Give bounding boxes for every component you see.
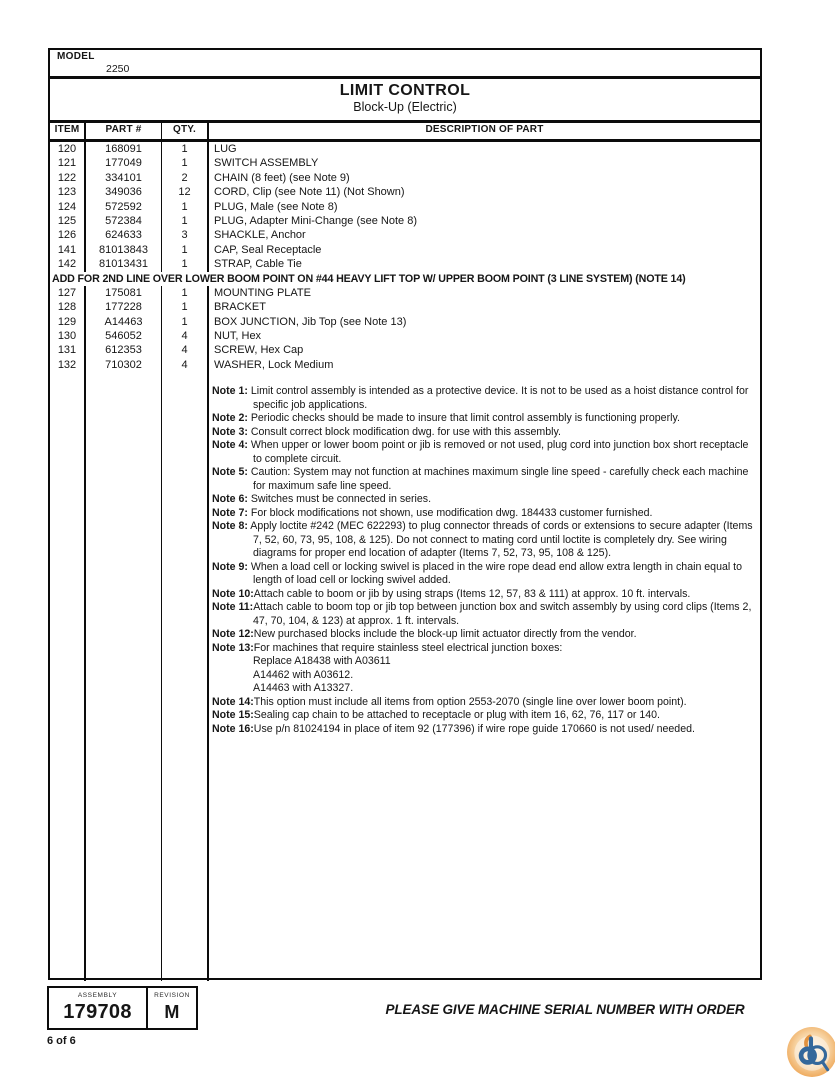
part-number: 624633 (105, 229, 142, 242)
note-item: Note 16:Use p/n 81024194 in place of item 92 (177396) if wire rope guide 170660 is not used/ needed. (212, 722, 695, 735)
quantity: 3 (181, 229, 188, 242)
item-number: 125 (57, 214, 77, 227)
model-label: MODEL (57, 51, 95, 62)
note-label: Note 15: (212, 709, 254, 721)
assembly-revision-box (47, 986, 198, 1030)
note-item: Note 11:Attach cable to boom top or jib top between junction box and switch assembly by using cord clips (Items 2, 47, 70, 104, & 123) at approx. 1 ft. intervals. (212, 601, 752, 627)
part-description: WASHER, Lock Medium (214, 358, 334, 371)
parts-list-table (48, 48, 762, 980)
note-label: Note 1: (212, 385, 248, 397)
note-label: Note 13: (212, 641, 254, 654)
note-label: Note 9: (212, 560, 248, 573)
assembly-label: ASSEMBLY (77, 992, 118, 999)
item-number: 127 (57, 286, 77, 299)
part-number: 168091 (105, 143, 142, 155)
note-item: Note 15:Sealing cap chain to be attached to receptacle or plug with item 16, 62, 76, 117 or 140. (212, 709, 660, 721)
page-title: LIMIT CONTROL (339, 82, 471, 99)
part-description: NUT, Hex (214, 330, 262, 343)
item-number: 124 (57, 200, 77, 213)
table-row (50, 315, 760, 329)
notes-list (212, 385, 760, 736)
revision-label: REVISION (154, 992, 190, 999)
quantity: 12 (178, 186, 191, 199)
note-label: Note 4: (212, 439, 248, 451)
model-box (50, 50, 760, 79)
column-header-description: DESCRIPTION OF PART (425, 124, 544, 135)
parts-rows-main (50, 142, 760, 272)
note-label: Note 16: (212, 722, 254, 735)
part-description: SCREW, Hex Cap (214, 344, 304, 357)
quantity: 1 (181, 214, 188, 227)
section-header-row: ADD FOR 2ND LINE OVER LOWER BOOM POINT ON #44 HEAVY LIFT TOP W/ UPPER BOOM POINT (3 LINE SYSTEM) (NOTE 14) (50, 272, 760, 286)
note-sub-line: A14462 with A03612. (253, 668, 354, 681)
quantity: 1 (181, 301, 188, 314)
part-description: MOUNTING PLATE (214, 286, 311, 299)
note-label: Note 5: (212, 466, 248, 478)
part-number: 81013431 (99, 258, 148, 271)
note-item: Note 2: Periodic checks should be made to insure that limit control assembly is functioning properly. (212, 412, 680, 424)
crane-network-logo-icon (786, 1026, 835, 1078)
item-number: 123 (57, 186, 77, 199)
revision-letter: M (164, 1002, 180, 1022)
note-item: Note 1: Limit control assembly is intended as a protective device. It is not to be used as a hoist distance control for specific job applications. (212, 385, 749, 411)
part-description: PLUG, Male (see Note 8) (214, 200, 338, 213)
part-description: BOX JUNCTION, Jib Top (see Note 13) (214, 315, 407, 328)
part-number: 546052 (105, 330, 142, 343)
table-row (50, 286, 760, 300)
part-number: 177228 (105, 301, 142, 314)
note-label: Note 2: (212, 412, 248, 424)
note-item: Note 6: Switches must be connected in series. (212, 493, 432, 505)
note-item: Note 3: Consult correct block modification dwg. for use with this assembly. (212, 425, 561, 438)
part-number: 572592 (105, 200, 142, 213)
column-header-qty: QTY. (172, 124, 197, 135)
note-label: Note 11: (212, 601, 254, 613)
note-label: Note 10: (212, 587, 254, 600)
table-row (50, 185, 760, 199)
column-divider-part-qty (161, 123, 163, 981)
table-row (50, 343, 760, 357)
note-item: Note 13:For machines that require stainless steel electrical junction boxes: (212, 641, 563, 654)
note-item: Note 9: When a load cell or locking swivel is placed in the wire rope dead end allow extra length in chain equal to length of load cell or locking swivel added. (212, 560, 742, 586)
note-item: Note 5: Caution: System may not function at machines maximum single line speed - carefully check each machine for maximum safe line speed. (212, 466, 749, 492)
item-number: 141 (57, 243, 77, 256)
column-divider-item-part (84, 123, 86, 981)
part-number: 177049 (105, 157, 142, 170)
part-description: CAP, Seal Receptacle (214, 243, 322, 256)
part-number: 612353 (105, 344, 142, 357)
column-divider-qty-desc (207, 123, 209, 981)
quantity: 4 (181, 330, 188, 343)
assembly-number: 179708 (63, 1001, 132, 1023)
quantity: 4 (181, 344, 188, 357)
item-number: 132 (57, 358, 77, 371)
part-description: SWITCH ASSEMBLY (214, 157, 319, 170)
part-description: SHACKLE, Anchor (214, 229, 306, 242)
quantity: 1 (181, 258, 188, 271)
table-row (50, 156, 760, 170)
part-number: 572384 (105, 214, 142, 227)
quantity: 1 (181, 157, 188, 170)
item-number: 120 (57, 143, 77, 155)
table-header-row (50, 123, 760, 142)
table-area (50, 123, 760, 981)
quantity: 1 (181, 286, 188, 299)
table-row (50, 243, 760, 257)
column-header-item: ITEM (54, 124, 80, 135)
item-number: 142 (57, 258, 77, 271)
note-sub-line: A14463 with A13327. (253, 682, 354, 694)
parts-rows-option (50, 286, 760, 372)
item-number: 128 (57, 301, 77, 314)
note-item: Note 12:New purchased blocks include the block-up limit actuator directly from the vendor. (212, 628, 637, 640)
quantity: 2 (181, 171, 188, 184)
quantity: 1 (181, 200, 188, 213)
quantity: 1 (181, 243, 188, 256)
part-number: 334101 (105, 171, 142, 184)
quantity: 1 (181, 315, 188, 328)
part-number: 175081 (105, 286, 142, 299)
item-number: 126 (57, 229, 77, 242)
table-row (50, 329, 760, 343)
table-row (50, 300, 760, 314)
note-label: Note 14: (212, 695, 254, 708)
note-label: Note 7: (212, 506, 248, 519)
note-item: Note 7: For block modifications not shown, use modification dwg. 184433 customer furnished. (212, 506, 653, 519)
part-number: 81013843 (99, 243, 148, 256)
part-description: CORD, Clip (see Note 11) (Not Shown) (214, 186, 405, 199)
table-row (50, 228, 760, 242)
page-number: 6 of 6 (47, 1035, 76, 1047)
item-number: 129 (57, 315, 77, 328)
table-row (50, 142, 760, 156)
part-description: LUG (214, 143, 237, 155)
item-number: 122 (57, 171, 77, 184)
title-block (50, 79, 760, 123)
table-row (50, 214, 760, 228)
note-item: Note 10:Attach cable to boom or jib by using straps (Items 12, 57, 83 & 111) at approx. 10 ft. intervals. (212, 587, 691, 600)
quantity: 1 (181, 143, 188, 155)
item-number: 121 (57, 157, 77, 170)
part-number: 349036 (105, 186, 142, 199)
table-row (50, 200, 760, 214)
part-description: BRACKET (214, 301, 266, 314)
serial-number-note: PLEASE GIVE MACHINE SERIAL NUMBER WITH ORDER (385, 1002, 745, 1017)
revision-cell (148, 988, 196, 1028)
note-item: Note 8: Apply loctite #242 (MEC 622293) to plug connector threads of cords or extensions to secure adapter (Items 7, 52, 60, 73, 95, 108, & 125). Do not connect to mating cord until loctite is completely dry. See wiring diagrams for proper end location of adapter (Items 7, 52, 73, 95, 108 & 125). (212, 520, 753, 559)
note-label: Note 6: (212, 493, 248, 505)
table-row (50, 358, 760, 372)
quantity: 4 (181, 358, 188, 371)
part-description: CHAIN (8 feet) (see Note 9) (214, 171, 350, 184)
table-row (50, 171, 760, 185)
note-sub-line: Replace A18438 with A03611 (253, 655, 391, 667)
part-description: PLUG, Adapter Mini-Change (see Note 8) (214, 214, 417, 227)
column-header-part: PART # (105, 124, 142, 135)
note-label: Note 8: (212, 520, 248, 532)
note-item: Note 14:This option must include all items from option 2553-2070 (single line over lower boom point). (212, 695, 687, 708)
note-item: Note 4: When upper or lower boom point or jib is removed or not used, plug cord into junction box short receptacle to complete circuit. (212, 439, 749, 465)
note-label: Note 3: (212, 425, 248, 438)
page-subtitle: Block-Up (Electric) (353, 100, 457, 114)
item-number: 130 (57, 330, 77, 343)
note-label: Note 12: (212, 628, 254, 640)
part-description: STRAP, Cable Tie (214, 258, 302, 271)
model-value: 2250 (106, 63, 130, 75)
part-number: 710302 (105, 358, 142, 371)
item-number: 131 (57, 344, 77, 357)
assembly-cell (49, 988, 148, 1028)
table-row (50, 257, 760, 271)
part-number: A14463 (104, 315, 143, 328)
